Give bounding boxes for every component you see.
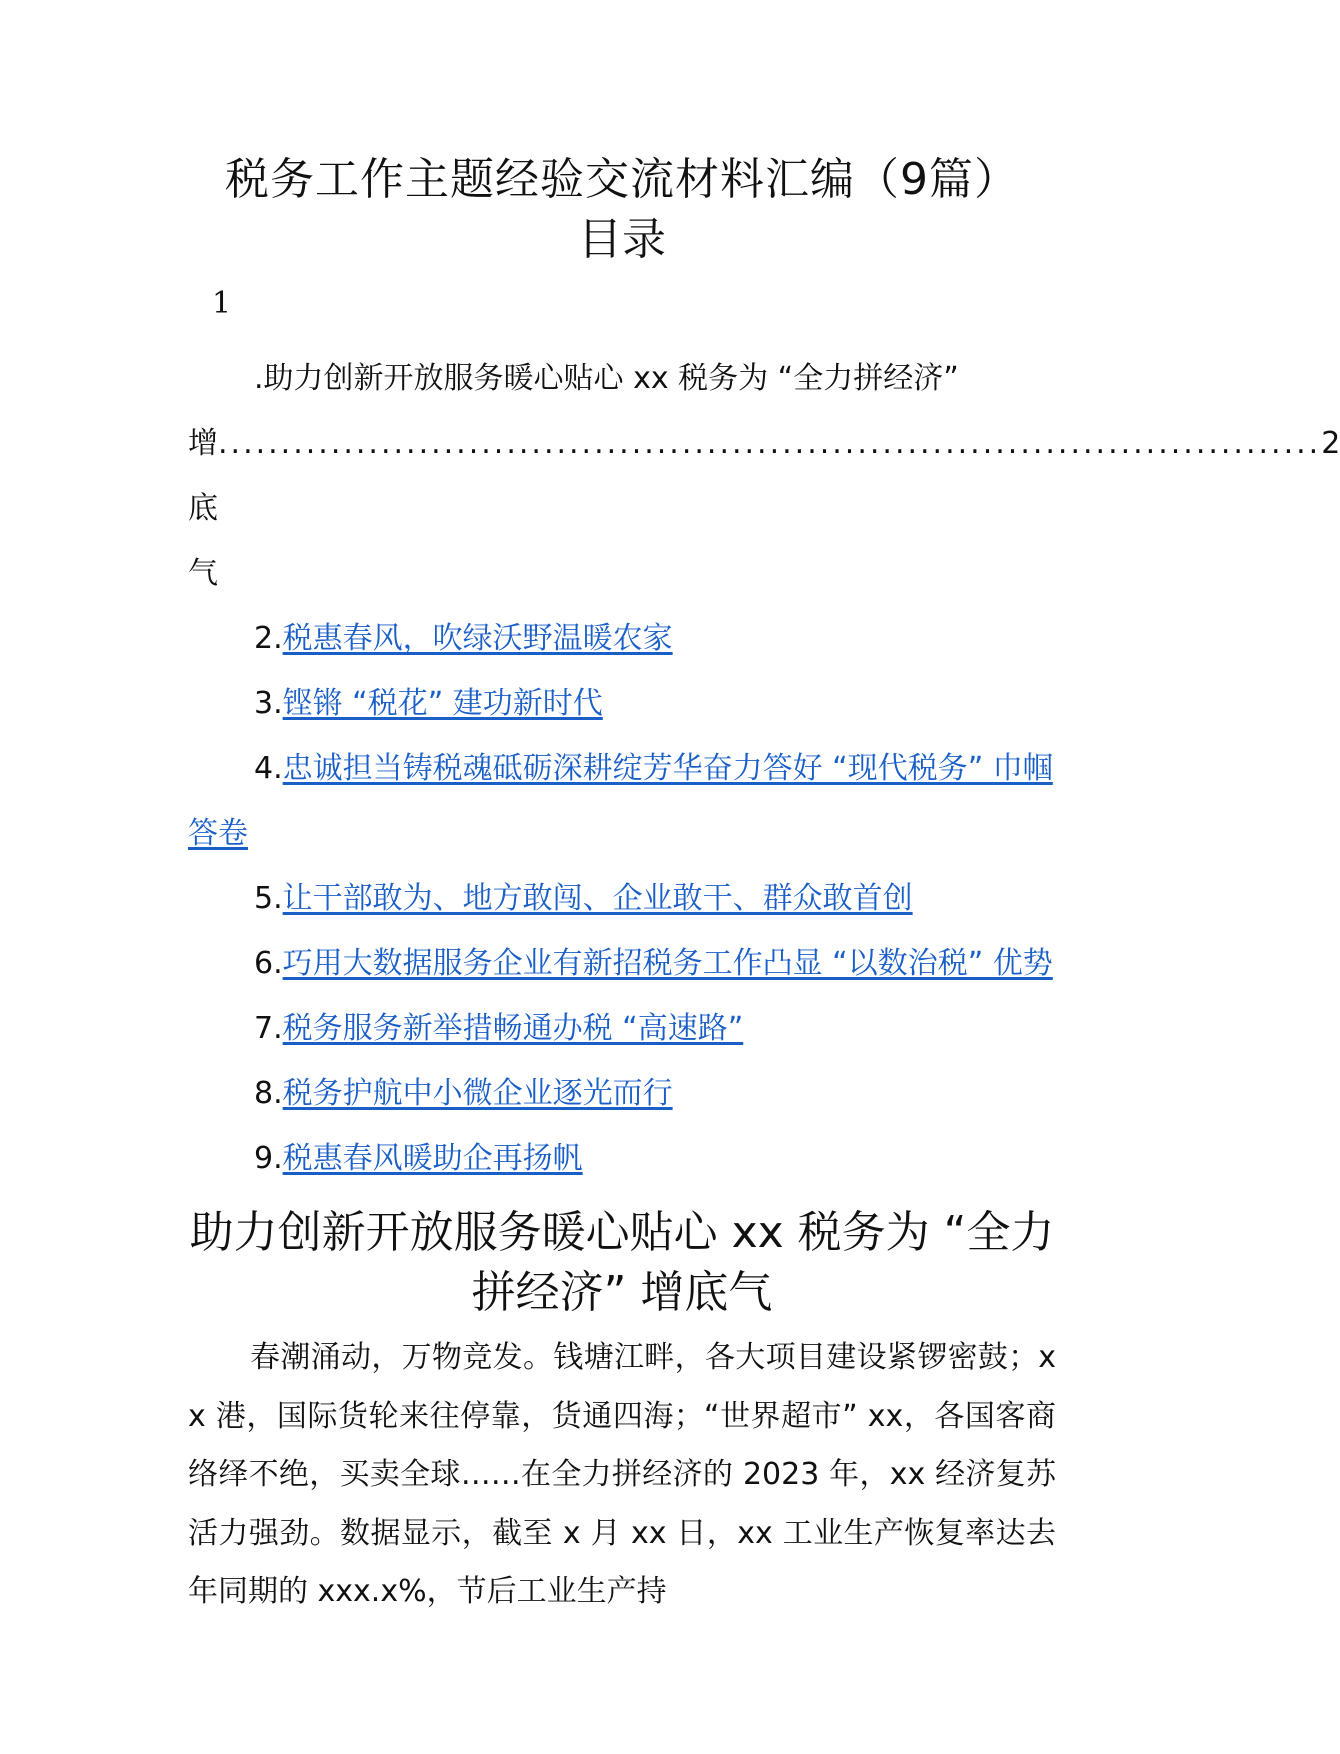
toc-item-number: 6.	[254, 946, 283, 981]
article-title: 助力创新开放服务暖心贴心 xx 税务为 “全力拼经济” 增底气	[189, 1207, 1055, 1318]
toc-item-number: 4.	[254, 751, 283, 786]
toc-page-number: 2	[1321, 426, 1340, 461]
document-page	[188, 150, 1340, 1622]
toc-item-link[interactable]: 税惠春风暖助企再扬帆	[282, 1141, 583, 1176]
toc-item	[188, 866, 1056, 931]
toc-item-link[interactable]: 巧用大数据服务企业有新招税务工作凸显 “以数治税” 优势	[282, 946, 1053, 981]
article-body: 春潮涌动，万物竞发。钱塘江畔，各大项目建设紧锣密鼓；xx 港，国际货轮来往停靠，货通四海；“世界超市” xx，各国客商络绎不绝，买卖全球……在全力拼经济的 2023 年，xx 经济复苏活力强劲。数据显示，截至 x 月 xx 日，xx 工业生产恢复率达去年同期的 xxx.x%，节后工业生产持	[188, 1340, 1056, 1609]
toc-item	[188, 931, 1056, 996]
toc-number-line: 1	[212, 286, 232, 321]
toc-item-number: 7.	[254, 1011, 283, 1046]
toc-first-entry-text: 增底气	[188, 426, 218, 591]
toc-first-entry-line1: .助力创新开放服务暖心贴心 xx 税务为 “全力拼经济”	[254, 361, 959, 396]
toc-item	[188, 606, 1056, 671]
toc-list	[188, 606, 1056, 1191]
toc-item	[188, 1126, 1056, 1191]
toc-item-number: 5.	[254, 881, 283, 916]
toc-item-link[interactable]: 税务护航中小微企业逐光而行	[282, 1076, 673, 1111]
toc-item	[188, 996, 1056, 1061]
toc-first-entry-line2	[188, 411, 1340, 606]
toc-item-link[interactable]: 忠诚担当铸税魂砥砺深耕绽芳华奋力答好 “现代税务” 巾帼答卷	[188, 751, 1053, 851]
toc-item	[188, 1061, 1056, 1126]
toc-item	[188, 736, 1056, 866]
toc-item-link[interactable]: 让干部敢为、地方敢闯、企业敢干、群众敢首创	[282, 881, 913, 916]
toc-item-link[interactable]: 铿锵 “税花” 建功新时代	[282, 686, 603, 721]
toc-item-number: 3.	[254, 686, 283, 721]
toc-item-link[interactable]: 税惠春风，吹绿沃野温暖农家	[282, 621, 673, 656]
toc-item-number: 9.	[254, 1141, 283, 1176]
toc-item-number: 8.	[254, 1076, 283, 1111]
toc-item	[188, 671, 1056, 736]
toc-dot-leader: ........................................................................................	[218, 426, 1322, 461]
toc-heading: 目录	[578, 214, 666, 265]
toc-item-number: 2.	[254, 621, 283, 656]
toc-item-link[interactable]: 税务服务新举措畅通办税 “高速路”	[282, 1011, 744, 1046]
document-title: 税务工作主题经验交流材料汇编（9篇）	[225, 154, 1019, 205]
